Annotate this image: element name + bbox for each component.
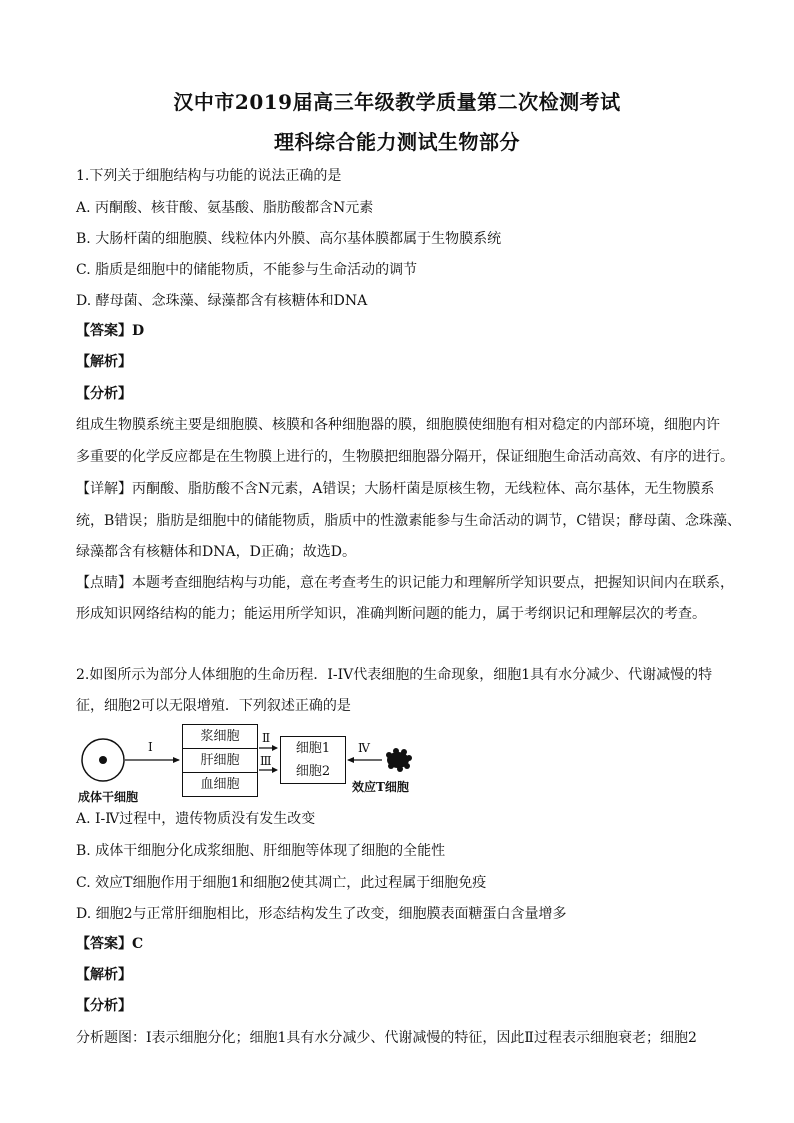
q2-jiexi: 【解析】 bbox=[76, 967, 132, 983]
q2-answer: 【答案】C bbox=[76, 936, 144, 952]
q2-option-d: D. 细胞2与正常肝细胞相比，形态结构发生了改变，细胞膜表面糖蛋白含量增多 bbox=[76, 906, 567, 922]
differentiated-cells-box bbox=[182, 724, 258, 797]
arrow-I-head bbox=[173, 757, 180, 763]
q1-detail-line: 【详解】丙酮酸、脂肪酸不含N元素，A错误；大肠杆菌是原核生物，无线粒体、高尔基体，无生物膜系 bbox=[76, 481, 715, 497]
q1-comment-line: 形成知识网络结构的能力；能运用所学知识，准确判断问题的能力，属于考纲识记和理解层次的考查。 bbox=[76, 606, 706, 622]
label-III: Ⅲ bbox=[260, 754, 272, 768]
q1-stem: 1.下列关于细胞结构与功能的说法正确的是 bbox=[76, 168, 342, 184]
q2-option-a: A. Ⅰ-Ⅳ过程中，遗传物质没有发生改变 bbox=[76, 811, 316, 827]
q1-comment-line: 【点睛】本题考查细胞结构与功能，意在考查考生的识记能力和理解所学知识要点，把握知识间内在联系， bbox=[76, 575, 734, 591]
q2-stem-line: 征，细胞2可以无限增殖．下列叙述正确的是 bbox=[76, 698, 351, 714]
q2-analysis-line: 分析题图：Ⅰ表示细胞分化；细胞1具有水分减少、代谢减慢的特征，因此Ⅱ过程表示细胞衰老；细胞2 bbox=[76, 1030, 697, 1046]
q1-option-c: C. 脂质是细胞中的储能物质，不能参与生命活动的调节 bbox=[76, 262, 418, 278]
q1-option-d: D. 酵母菌、念珠藻、绿藻都含有核糖体和DNA bbox=[76, 293, 368, 309]
q1-option-a: A. 丙酮酸、核苷酸、氨基酸、脂肪酸都含N元素 bbox=[76, 200, 374, 216]
q1-detail-line: 统，B错误；脂肪是细胞中的储能物质，脂质中的性激素能参与生命活动的调节，C错误；酵母菌、念珠藻、 bbox=[76, 513, 741, 529]
q2-stem-line: 2.如图所示为部分人体细胞的生命历程．I-IV代表细胞的生命现象，细胞1具有水分减少、代谢减慢的特 bbox=[76, 667, 713, 683]
q2-option-b: B. 成体干细胞分化成浆细胞、肝细胞等体现了细胞的全能性 bbox=[76, 843, 446, 859]
cell-lifecycle-diagram bbox=[76, 722, 436, 808]
q1-analysis-line: 多重要的化学反应都是在生物膜上进行的，生物膜把细胞器分隔开，保证细胞生命活动高效、有序的进行。 bbox=[76, 449, 734, 465]
q1-analysis-line: 组成生物膜系统主要是细胞膜、核膜和各种细胞器的膜，细胞膜使细胞有相对稳定的内部环境，细胞内许 bbox=[76, 417, 720, 433]
q1-detail-line: 绿藻都含有核糖体和DNA，D正确；故选D。 bbox=[76, 544, 357, 560]
arrow-III-head bbox=[272, 767, 278, 773]
label-II: Ⅱ bbox=[262, 731, 271, 745]
stem-cell-label: 成体干细胞 bbox=[78, 790, 139, 804]
cells-1-2-box bbox=[280, 736, 346, 784]
page-title: 汉中市2019届高三年级教学质量第二次检测考试 bbox=[173, 90, 621, 114]
q2-option-c: C. 效应T细胞作用于细胞1和细胞2使其凋亡，此过程属于细胞免疫 bbox=[76, 875, 487, 891]
q1-fenxi: 【分析】 bbox=[76, 386, 132, 402]
effector-t-cell-shape bbox=[386, 748, 412, 772]
q1-option-b: B. 大肠杆菌的细胞膜、线粒体内外膜、高尔基体膜都属于生物膜系统 bbox=[76, 231, 502, 247]
page-subtitle: 理科综合能力测试生物部分 bbox=[274, 130, 520, 154]
cell-blood: 血细胞 bbox=[200, 777, 240, 792]
arrow-II-head bbox=[272, 745, 278, 751]
cell-1: 细胞1 bbox=[295, 741, 331, 756]
arrow-IV-head bbox=[347, 757, 354, 763]
q1-jiexi: 【解析】 bbox=[76, 354, 132, 370]
label-IV: Ⅳ bbox=[358, 741, 370, 755]
cell-2: 细胞2 bbox=[295, 764, 331, 779]
effector-t-cell-label: 效应T细胞 bbox=[352, 780, 409, 794]
label-I: Ⅰ bbox=[148, 740, 153, 754]
q2-fenxi: 【分析】 bbox=[76, 998, 132, 1014]
q1-answer: 【答案】D bbox=[76, 323, 145, 339]
cell-plasma: 浆细胞 bbox=[183, 725, 257, 749]
cell-liver: 肝细胞 bbox=[183, 749, 257, 773]
stem-cell-nucleus bbox=[99, 756, 107, 764]
